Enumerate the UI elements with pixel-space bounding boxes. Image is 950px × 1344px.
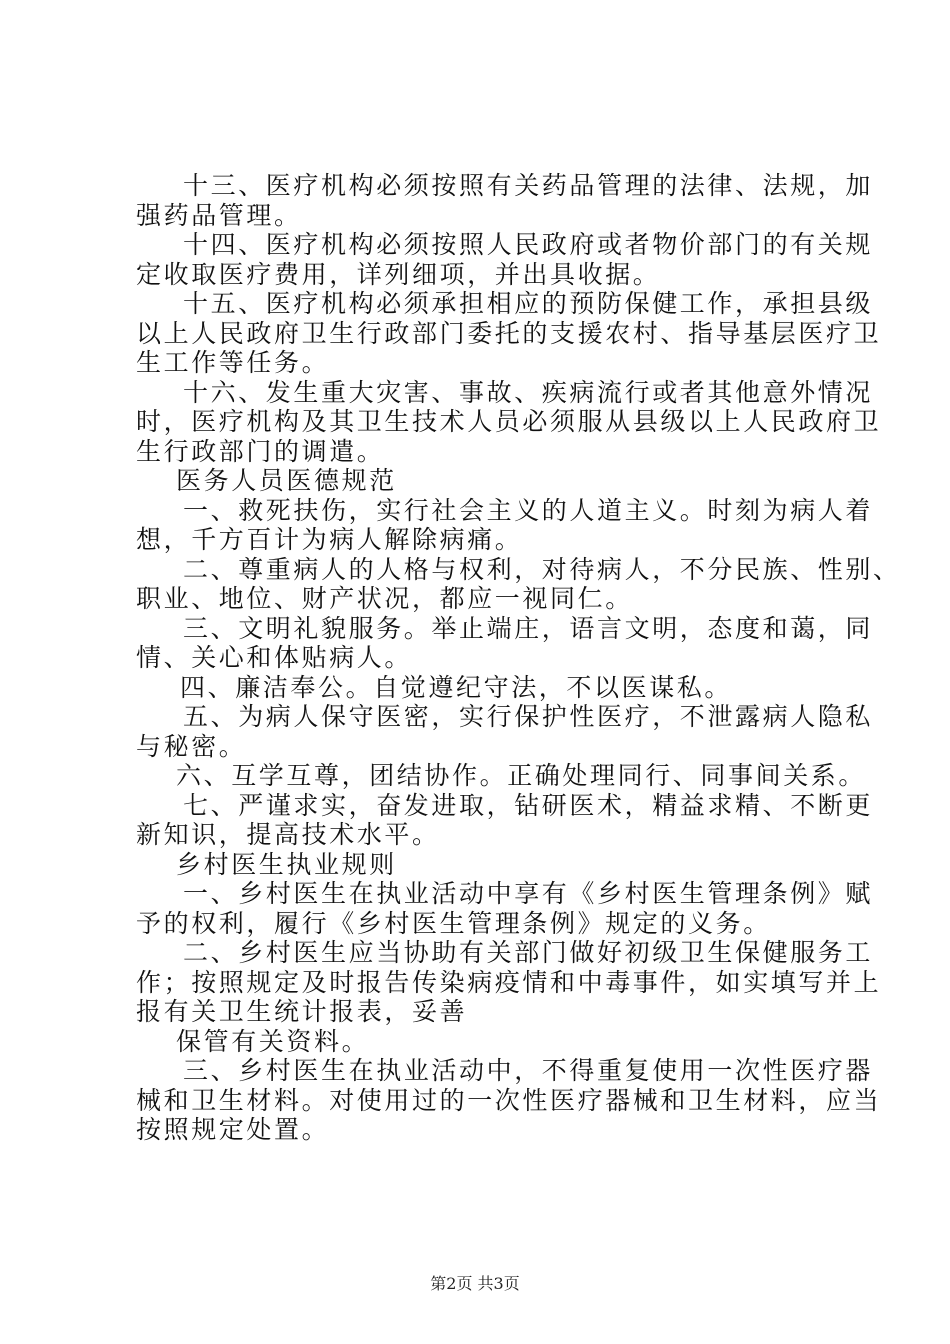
paragraph-line: 四、廉洁奉公。自觉遵纪守法，不以医谋私。: [180, 672, 733, 702]
section-heading-line: 六、互学互尊，团结协作。正确处理同行、同事间关系。: [176, 761, 867, 790]
paragraph-line: 作；按照规定及时报告传染病疫情和中毒事件，如实填写并上: [136, 967, 882, 997]
paragraph-line: 械和卫生材料。对使用过的一次性医疗器械和卫生材料，应当: [136, 1085, 882, 1115]
paragraph-line: 二、尊重病人的人格与权利，对待病人，不分民族、性别、: [183, 554, 901, 584]
paragraph-line: 一、救死扶伤，实行社会主义的人道主义。时刻为病人着: [183, 495, 874, 525]
section-heading-line: 医务人员医德规范: [176, 466, 397, 495]
paragraph-line: 定收取医疗费用，详列细项，并出具收据。: [136, 259, 661, 289]
paragraph-line: 三、乡村医生在执业活动中，不得重复使用一次性医疗器: [183, 1056, 874, 1085]
paragraph-line: 七、严谨求实，奋发进取，钻研医术，精益求精、不断更: [183, 790, 874, 820]
paragraph-line: 以上人民政府卫生行政部门委托的支援农村、指导基层医疗卫: [136, 318, 882, 348]
section-heading-line: 保管有关资料。: [176, 1026, 370, 1056]
paragraph-line: 一、乡村医生在执业活动中享有《乡村医生管理条例》赋: [183, 879, 874, 908]
paragraph-line: 予的权利，履行《乡村医生管理条例》规定的义务。: [136, 908, 771, 938]
paragraph-line: 报有关卫生统计报表，妥善: [136, 997, 468, 1026]
paragraph-line: 想，千方百计为病人解除病痛。: [136, 525, 523, 554]
section-heading-line: 乡村医生执业规则: [176, 849, 397, 879]
paragraph-line: 生工作等任务。: [136, 348, 330, 377]
paragraph-line: 按照规定处置。: [136, 1115, 330, 1144]
paragraph-line: 新知识，提高技术水平。: [136, 820, 440, 849]
paragraph-line: 与秘密。: [136, 731, 247, 761]
paragraph-line: 强药品管理。: [136, 200, 302, 230]
paragraph-line: 十四、医疗机构必须按照人民政府或者物价部门的有关规: [183, 230, 874, 259]
paragraph-line: 十六、发生重大灾害、事故、疾病流行或者其他意外情况: [183, 377, 874, 407]
paragraph-line: 十三、医疗机构必须按照有关药品管理的法律、法规，加: [183, 171, 874, 200]
paragraph-line: 十五、医疗机构必须承担相应的预防保健工作，承担县级: [183, 289, 874, 318]
page-number-footer: 第2页 共3页: [430, 1274, 520, 1293]
paragraph-line: 三、文明礼貌服务。举止端庄，语言文明，态度和蔼，同: [183, 613, 874, 643]
paragraph-line: 二、乡村医生应当协助有关部门做好初级卫生保健服务工: [183, 938, 874, 967]
paragraph-line: 五、为病人保守医密，实行保护性医疗，不泄露病人隐私: [183, 702, 874, 731]
document-body: [136, 171, 901, 1145]
paragraph-line: 时，医疗机构及其卫生技术人员必须服从县级以上人民政府卫: [136, 407, 882, 436]
paragraph-line: 情、关心和体贴病人。: [136, 643, 413, 672]
paragraph-line: 生行政部门的调遣。: [136, 436, 385, 466]
paragraph-line: 职业、地位、财产状况，都应一视同仁。: [136, 584, 633, 613]
